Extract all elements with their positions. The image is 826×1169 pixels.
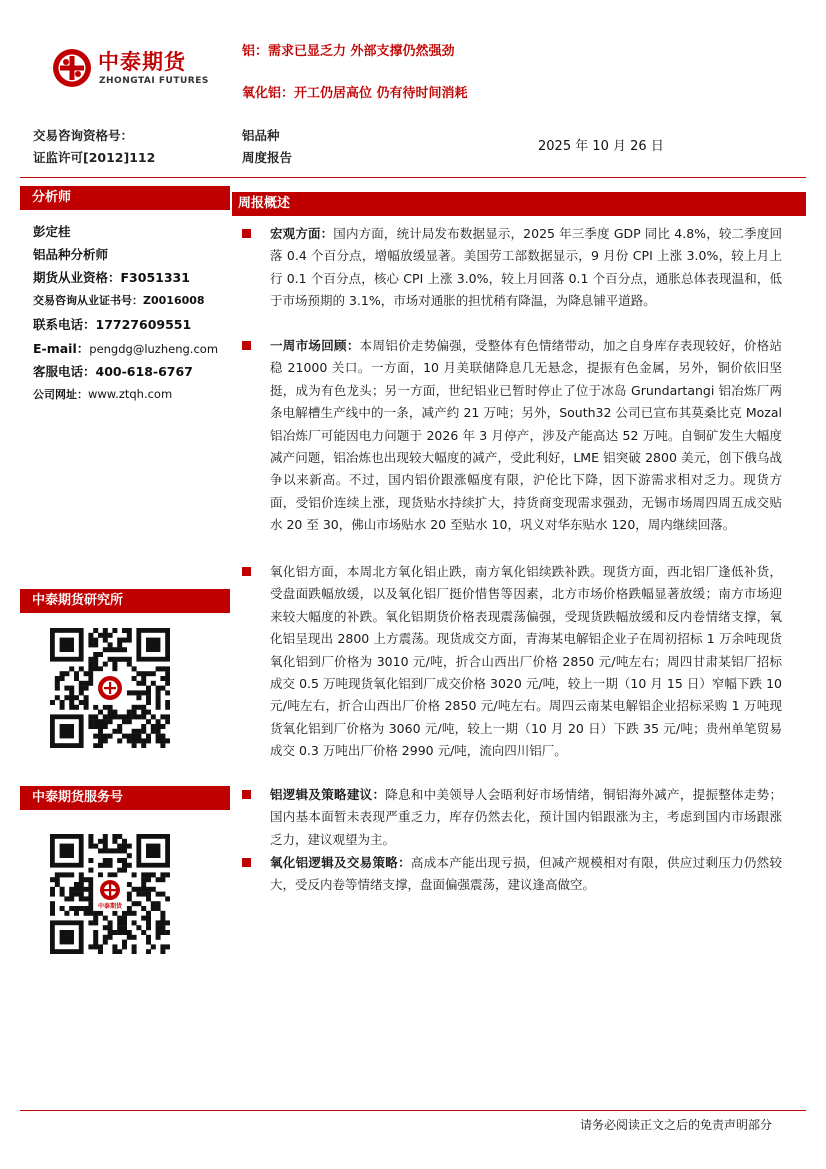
service-account-title: 中泰期货服务号: [20, 786, 230, 810]
svg-text:中泰期货: 中泰期货: [97, 903, 123, 910]
analyst-name: 彭定桂: [33, 224, 71, 239]
contact-phone-value: 17727609551: [95, 317, 192, 332]
report-type: 周度报告: [242, 150, 293, 165]
contact-email: [33, 339, 218, 357]
company-website: [33, 386, 172, 402]
service-phone-value: 400-618-6767: [95, 364, 193, 379]
disclaimer-notice: 请务必阅读正文之后的免责声明部分: [579, 1118, 772, 1132]
headline-aluminum: 铝：需求已显乏力 外部支撑仍然强劲: [242, 44, 455, 59]
bullet-square-icon: [242, 567, 251, 576]
bullet-square-icon: [242, 341, 251, 350]
analyst-role: 铝品种分析师: [33, 247, 109, 262]
research-institute-title: 中泰期货研究所: [20, 589, 230, 613]
consulting-certificate-value: Z0016008: [143, 294, 205, 307]
summary-section-title: 周报概述: [232, 192, 806, 216]
report-date: 2025 年 10 月 26 日: [538, 139, 664, 154]
company-website-value[interactable]: www.ztqh.com: [88, 387, 173, 401]
headline-alumina: 氧化铝：开工仍居高位 仍有待时间消耗: [242, 86, 468, 101]
item-label: 宏观方面：: [270, 226, 334, 241]
contact-email-value[interactable]: pengdg@luzheng.com: [89, 342, 219, 356]
item-text: 高成本产能出现亏损，但减产规模相对有限，供应过剩压力仍然较大，受反内卷等情绪支撑，盘面偏强震荡，建议逢高做空。: [270, 855, 782, 893]
analyst-section-title: 分析师: [20, 186, 230, 210]
consulting-certificate: [33, 292, 205, 308]
research-qr-code-icon[interactable]: [50, 628, 170, 748]
summary-item-aluminum-strategy: [242, 784, 782, 851]
contact-phone: [33, 315, 191, 333]
futures-qualification: [33, 268, 190, 286]
license-number: 证监许可[2012]112: [33, 150, 156, 165]
item-text: 降息和中美领导人会晤利好市场情绪，铜铝海外减产，提振整体走势；国内基本面暂未表现严重乏力，库存仍然去化，预计国内铝跟涨为主，考虑到国内市场跟涨乏力，建议观望为主。: [270, 787, 782, 847]
item-label: 一周市场回顾：: [270, 338, 360, 353]
contact-email-label: E-mail：: [33, 341, 90, 356]
bullet-square-icon: [242, 790, 251, 799]
footer-divider: [20, 1110, 806, 1111]
summary-item-macro: [242, 223, 782, 313]
item-text: 氧化铝方面，本周北方氧化铝止跌，南方氧化铝续跌补跌。现货方面，西北铝厂逢低补货，受盘面跌幅放缓，以及氧化铝厂挺价惜售等因素，北方市场价格跌幅显著放缓；南方市场迎来较大幅度的补跌。氧化铝期货价格表现震荡偏强，受现货跌幅放缓和反内卷情绪支撑，氧化铝呈现出 2800 上方震荡。现货成交方面，青海某电解铝企业子在周初招标 1 万余吨现货氧化铝到厂价格为 3010 元/吨，折合山西出厂价格 2850 元/吨左右；周四甘肃某铝厂招标成交 0.5 万吨现货氧化铝到厂成交价格 3020 元/吨，较上一期（10 月 15 日）窄幅下跌 10 元/吨左右，折合山西出厂价格 2850 元/吨左右。周四云南某电解铝企业招标采购 1 万吨现货氧化铝到厂价格为 3060 元/吨，较上一期（10 月 20 日）下跌 35 元/吨；贵州单笔贸易成交 0.3 万吨出厂价格 2990 元/吨，流向四川铝厂。: [270, 564, 782, 759]
consulting-certificate-label: 交易咨询从业证书号：: [33, 294, 143, 307]
company-website-label: 公司网址：: [33, 388, 88, 401]
bullet-square-icon: [242, 229, 251, 238]
company-logo: [52, 44, 232, 100]
service-qr-code-icon[interactable]: [50, 834, 170, 954]
summary-item-market-review: [242, 335, 782, 537]
header-divider: [20, 177, 806, 178]
report-category: 铝品种: [242, 128, 280, 143]
futures-qualification-label: 期货从业资格：: [33, 270, 121, 285]
item-text: 本周铝价走势偏强，受整体有色情绪带动，加之自身库存表现较好，价格站稳 21000 关口。一方面，10 月美联储降息几无悬念，提振有色金属，另外，铜价依旧坚挺，成为有色龙头；另一方面，世纪铝业已暂时停止了位于冰岛 Grundartangi 铝冶炼厂两条电解槽生产线中的一条，减产约 21 万吨；另外，South32 公司已宣布其莫桑比克 Mozal 铝冶炼厂可能因电力问题于 2026 年 3 月停产，涉及产能高达 52 万吨。自铜矿发生大幅度减产问题，铝冶炼也出现较大幅度的减产，受此利好，LME 铝突破 2800 美元，创下俄乌战争以来新高。不过，国内铝价跟涨幅度有限，沪伦比下降，因下游需求相对乏力。现货方面，受铝价连续上涨，现货贴水持续扩大，持货商变现需求强劲，无锡市场周四周五成交贴水 20 至 30，佛山市场贴水 20 至贴水 10，巩义对华东贴水 120，周内继续回落。: [270, 338, 782, 533]
bullet-square-icon: [242, 858, 251, 867]
summary-item-alumina-strategy: [242, 852, 782, 897]
item-text: 国内方面，统计局发布数据显示，2025 年三季度 GDP 同比 4.8%，较二季度回落 0.4 个百分点，增幅放缓显著。美国劳工部数据显示，9 月份 CPI 上涨 3.0%，较上月上行 0.1 个百分点，核心 CPI 上涨 3.0%，较上月回落 0.1 个百分点，通胀总体表现温和，低于市场预期的 3.1%，市场对通胀的担忧稍有降温，为降息铺平道路。: [270, 226, 782, 309]
service-phone: [33, 362, 193, 380]
zhongtai-logo-icon: [52, 48, 92, 88]
item-label: 铝逻辑及策略建议：: [270, 787, 386, 802]
futures-qualification-value: F3051331: [120, 270, 190, 285]
logo-text-en: ZHONGTAI FUTURES: [99, 76, 209, 86]
contact-phone-label: 联系电话：: [33, 317, 96, 332]
service-phone-label: 客服电话：: [33, 364, 96, 379]
logo-text-cn: 中泰期货: [98, 50, 186, 74]
summary-item-alumina: [242, 561, 782, 763]
item-label: 氧化铝逻辑及交易策略：: [270, 855, 411, 870]
qualification-label: 交易咨询资格号：: [33, 128, 134, 143]
